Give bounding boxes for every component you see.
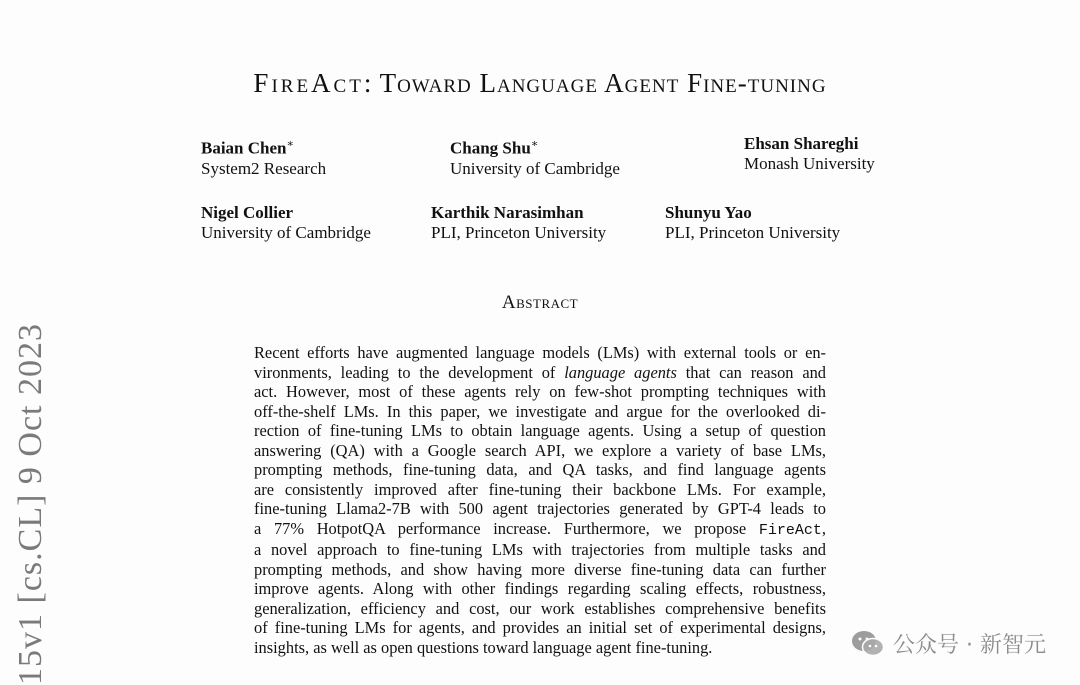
abstract-line: answering (QA) with a Google search API, we explore a variety of base LMs, [254,440,826,460]
abstract-line: rection of fine-tuning LMs to obtain language agents. Using a setup of question [254,421,826,440]
abstract-line: prompting methods, fine-tuning data, and QA tasks, and find language agents [254,460,826,479]
author-block [450,134,620,179]
wechat-icon [851,630,885,658]
author-block [744,134,875,174]
author-name: Baian Chen∗ [201,138,294,158]
abstract-line: a novel approach to fine-tuning LMs with trajectories from multiple tasks and [254,540,826,559]
author-block [201,134,326,179]
author-name: Ehsan Shareghi [744,134,859,153]
title-rest: : Toward Language Agent Fine-tuning [363,68,827,98]
abstract-line: generalization, efficiency and cost, our work establishes comprehensive benefits [254,598,826,618]
watermark [851,628,1046,659]
abstract-heading: Abstract [501,292,579,313]
abstract-line: insights, as well as open questions toward language agent fine-tuning. [254,637,713,657]
title-prefix: FireAct [253,68,364,98]
abstract-line: act. However, most of these agents rely on few-shot prompting techniques with [254,382,826,401]
author-affiliation: University of Cambridge [201,223,371,242]
watermark-text: 公众号 · 新智元 [893,633,1046,658]
author-affiliation: Monash University [744,154,875,173]
abstract-line: vironments, leading to the development of language agents that can reason and [254,362,826,382]
emphasis-language-agents: language agents [564,362,677,382]
abstract-line: off-the-shelf LMs. In this paper, we investigate and argue for the overlooked di- [254,401,826,421]
author-name: Karthik Narasimhan [431,203,584,222]
author-name: Nigel Collier [201,203,294,222]
abstract-line: are consistently improved after fine-tuning their backbone LMs. For example, [254,479,826,499]
paper-title [0,68,1080,99]
author-affiliation: PLI, Princeton University [665,223,841,242]
abstract-line: improve agents. Along with other findings regarding scaling effects, robustness, [254,579,826,598]
abstract-line: Recent efforts have augmented language models (LMs) with external tools or en- [254,343,826,362]
abstract-line: prompting methods, and show having more diverse fine-tuning data can further [254,559,826,579]
author-name: Chang Shu∗ [450,138,539,158]
arxiv-stamp: 15v1 [cs.CL] 9 Oct 2023 [12,322,49,685]
author-affiliation: University of Cambridge [450,158,620,178]
fireact-code-name: FireAct [758,521,822,539]
author-block [665,203,840,243]
author-block [201,203,371,243]
author-affiliation: System2 Research [201,158,327,178]
author-affiliation: PLI, Princeton University [431,223,607,242]
abstract-line: a 77% HotpotQA performance increase. Furthermore, we propose FireAct, [254,518,826,539]
abstract-line: fine-tuning Llama2-7B with 500 agent trajectories generated by GPT-4 leads to [254,499,826,518]
author-name: Shunyu Yao [665,203,752,222]
abstract-body [254,343,826,657]
author-block [431,203,606,243]
abstract-line: of fine-tuning LMs for agents, and provides an initial set of experimental designs, [254,618,826,637]
